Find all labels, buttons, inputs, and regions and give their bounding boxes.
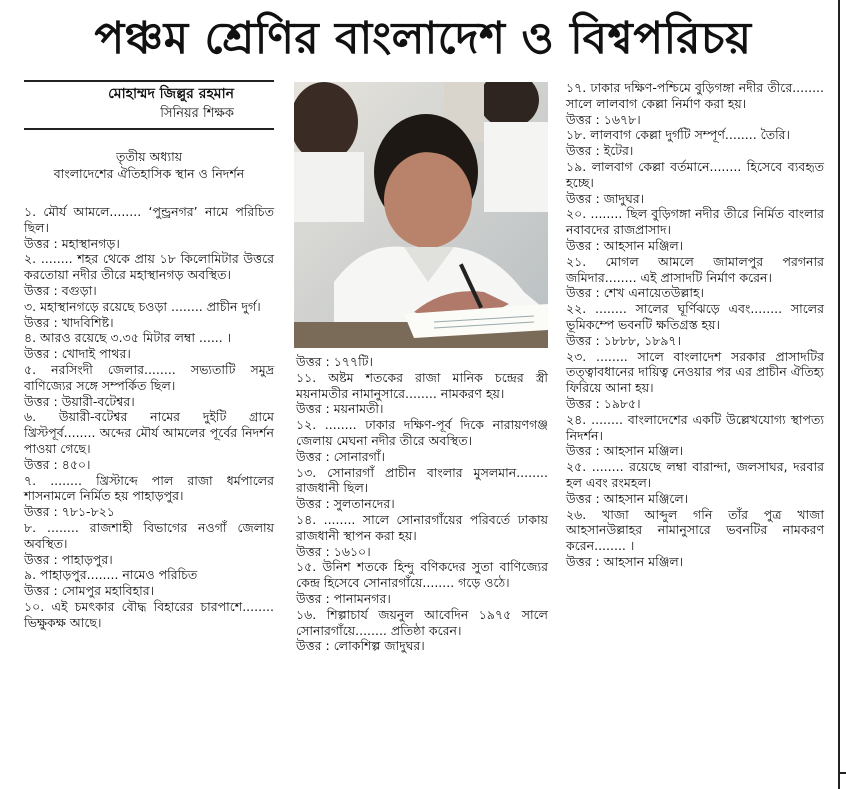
answer-16: উত্তর : লোকশিল্প জাদুঘর।: [296, 638, 425, 654]
answer-15: উত্তর : পানামনগর।: [296, 590, 391, 606]
question-23: ২৩. ........ সালে বাংলাদেশ সরকার প্রাসাদটির তত্ত্বাবধানের দায়িত্ব নেওয়ার পর এর প্রাচীন ঐতিহ্য ফিরিয়ে আনা হয়।: [566, 348, 824, 396]
column-rule-end: [840, 772, 846, 774]
answer-11: উত্তর : ময়নামতী।: [296, 401, 384, 417]
question-22: ২২. ........ সালের ঘূর্ণিঝড়ে এবং........ সালের ভূমিকম্পে ভবনটি ক্ষতিগ্রস্ত হয়।: [566, 301, 824, 332]
column-rule: [838, 0, 840, 789]
author-byline: [24, 80, 274, 130]
answer-21: উত্তর : শেখ এনায়েতউল্লাহ।: [566, 285, 705, 301]
answer-17: উত্তর : ১৬৭৮।: [566, 111, 641, 127]
questions-column-2: [296, 354, 548, 654]
question-6: ৬. উয়ারী-বটেশ্বর নামের দুইটি গ্রামে খ্রিস্টপূর্ব........ অব্দের মৌর্য আমলের পূর্বের নিদর্শন পাওয়া গেছে।: [24, 409, 274, 456]
answer-7: উত্তর : ৭৮১-৮২১: [24, 504, 115, 520]
question-3: ৩. মহাস্থানগড়ে রয়েছে চওড়া ........ প্রাচীন দুর্গ।: [24, 298, 261, 314]
question-20: ২০. ........ ছিল বুড়িগঙ্গা নদীর তীরে নির্মিত বাংলার নবাবদের রাজপ্রাসাদ।: [566, 206, 824, 238]
question-9: ৯. পাহাড়পুর........ নামেও পরিচিত: [24, 567, 198, 583]
question-26: ২৬. খাজা আব্দুল গনি তাঁর পুত্র খাজা আহসানউল্লাহর নামানুসারে ভবনটির নামকরণ করেন........ ।: [566, 506, 824, 554]
answer-10: উত্তর : ১৭৭টি।: [296, 354, 373, 369]
question-19: ১৯. লালবাগ কেল্লা বর্তমানে........ হিসেবে ব্যবহৃত হচ্ছে।: [566, 158, 824, 190]
answer-18: উত্তর : ইটের।: [566, 143, 634, 159]
answer-6: উত্তর : ৪৫০।: [24, 456, 91, 472]
chapter-heading: [24, 148, 274, 182]
question-10: ১০. এই চমৎকার বৌদ্ধ বিহারের চারপাশে........ ভিক্ষুকক্ষ আছে।: [24, 598, 274, 630]
question-8: ৮. ........ রাজশাহী বিভাগের নওগাঁ জেলায় অবস্থিত।: [24, 519, 274, 551]
answer-14: উত্তর : ১৬১০।: [296, 543, 371, 559]
question-7: ৭. ........ খ্রিস্টাব্দে পাল রাজা ধর্মপালের শাসনামলে নির্মিত হয় পাহাড়পুর।: [24, 472, 274, 504]
answer-9: উত্তর : সোমপুর মহাবিহার।: [24, 583, 155, 599]
answer-20: উত্তর : আহসান মঞ্জিল।: [566, 237, 684, 253]
question-1: ১. মৌর্য আমলে........ ‘পুন্ড্রনগর’ নামে পরিচিত ছিল।: [24, 204, 274, 235]
answer-25: উত্তর : আহসান মঞ্জিলে।: [566, 490, 689, 506]
question-25: ২৫. ........ রয়েছে লম্বা বারান্দা, জলসাঘর, দরবার হল এবং রংমহল।: [566, 459, 824, 490]
answer-2: উত্তর : বগুড়া।: [24, 282, 97, 298]
photo-illustration: [294, 82, 548, 348]
question-17: ১৭. ঢাকার দক্ষিণ-পশ্চিমে বুড়িগঙ্গা নদীর তীরে........ সালে লালবাগ কেল্লা নির্মাণ করা হয়।: [566, 80, 824, 111]
chapter-name: বাংলাদেশের ঐতিহাসিক স্থান ও নিদর্শন: [53, 166, 245, 181]
question-12: ১২. ........ ঢাকার দক্ষিণ-পূর্ব দিকে নারায়ণগঞ্জ জেলায় মেঘনা নদীর তীরে অবস্থিত।: [296, 417, 548, 448]
question-18: ১৮. লালবাগ কেল্লা দুর্গটি সম্পূর্ণ........ তৈরি।: [566, 127, 791, 143]
answer-19: উত্তর : জাদুঘর।: [566, 190, 645, 206]
questions-column-1: [24, 204, 274, 631]
question-24: ২৪. ........ বাংলাদেশের একটি উল্লেখযোগ্য স্থাপত্য নিদর্শন।: [566, 411, 824, 443]
chapter-number: তৃতীয় অধ্যায়: [115, 149, 183, 164]
answer-12: উত্তর : সোনারগাঁ।: [296, 448, 385, 464]
question-11: ১১. অষ্টম শতকের রাজা মানিক চন্দ্রের স্ত্রী ময়নামতীর নামানুসারে........ নামকরণ হয়।: [296, 369, 548, 401]
questions-column-3: [566, 80, 824, 570]
question-4: ৪. আরও রয়েছে ৩.৩৫ মিটার লম্বা ...... ।: [24, 330, 232, 346]
page-headline: পঞ্চম শ্রেণির বাংলাদেশ ও বিশ্বপরিচয়: [94, 13, 752, 64]
student-writing-photo: [294, 82, 548, 348]
question-2: ২. ........ শহর থেকে প্রায় ১৮ কিলোমিটার উত্তরে করতোয়া নদীর তীরে মহাস্থানগড় অবস্থিত।: [24, 251, 274, 283]
answer-13: উত্তর : সুলতানদের।: [296, 496, 395, 512]
author-title: সিনিয়র শিক্ষক: [160, 106, 234, 121]
question-21: ২১. মোগল আমলে জামালপুর পরগনার জমিদার........ এই প্রাসাদটি নির্মাণ করেন।: [566, 253, 824, 285]
question-13: ১৩. সোনারগাঁ প্রাচীন বাংলার মুসলমান........ রাজধানী ছিল।: [296, 464, 548, 496]
answer-5: উত্তর : উয়ারী-বটেশ্বর।: [24, 393, 135, 409]
author-name: মোহাম্মদ জিল্লুর রহমান: [108, 86, 234, 102]
question-5: ৫. নরসিংদী জেলার........ সভ্যতাটি সমুদ্র বাণিজ্যের সঙ্গে সম্পর্কিত ছিল।: [24, 361, 274, 393]
question-16: ১৬. শিল্পাচার্য জয়নুল আবেদিন ১৯৭৫ সালে সোনারগাঁয়ে........ প্রতিষ্ঠা করেন।: [296, 606, 548, 638]
answer-4: উত্তর : খোদাই পাথর।: [24, 346, 131, 362]
answer-23: উত্তর : ১৯৮৫।: [566, 395, 641, 411]
answer-26: উত্তর : আহসান মঞ্জিল।: [566, 553, 684, 569]
answer-3: উত্তর : খাদবিশিষ্ট।: [24, 314, 114, 330]
question-15: ১৫. উনিশ শতকে হিন্দু বণিকদের সুতা বাণিজ্যের কেন্দ্র হিসেবে সোনারগাঁয়ে........ গড়ে ওঠে।: [296, 559, 548, 591]
answer-24: উত্তর : আহসান মঞ্জিল।: [566, 443, 684, 459]
answer-22: উত্তর : ১৮৮৮, ১৮৯৭।: [566, 332, 682, 348]
answer-8: উত্তর : পাহাড়পুর।: [24, 551, 113, 567]
answer-1: উত্তর : মহাস্থানগড়।: [24, 235, 120, 251]
question-14: ১৪. ........ সালে সোনারগাঁয়ের পরিবর্তে ঢাকায় রাজধানী স্থাপন করা হয়।: [296, 511, 548, 543]
